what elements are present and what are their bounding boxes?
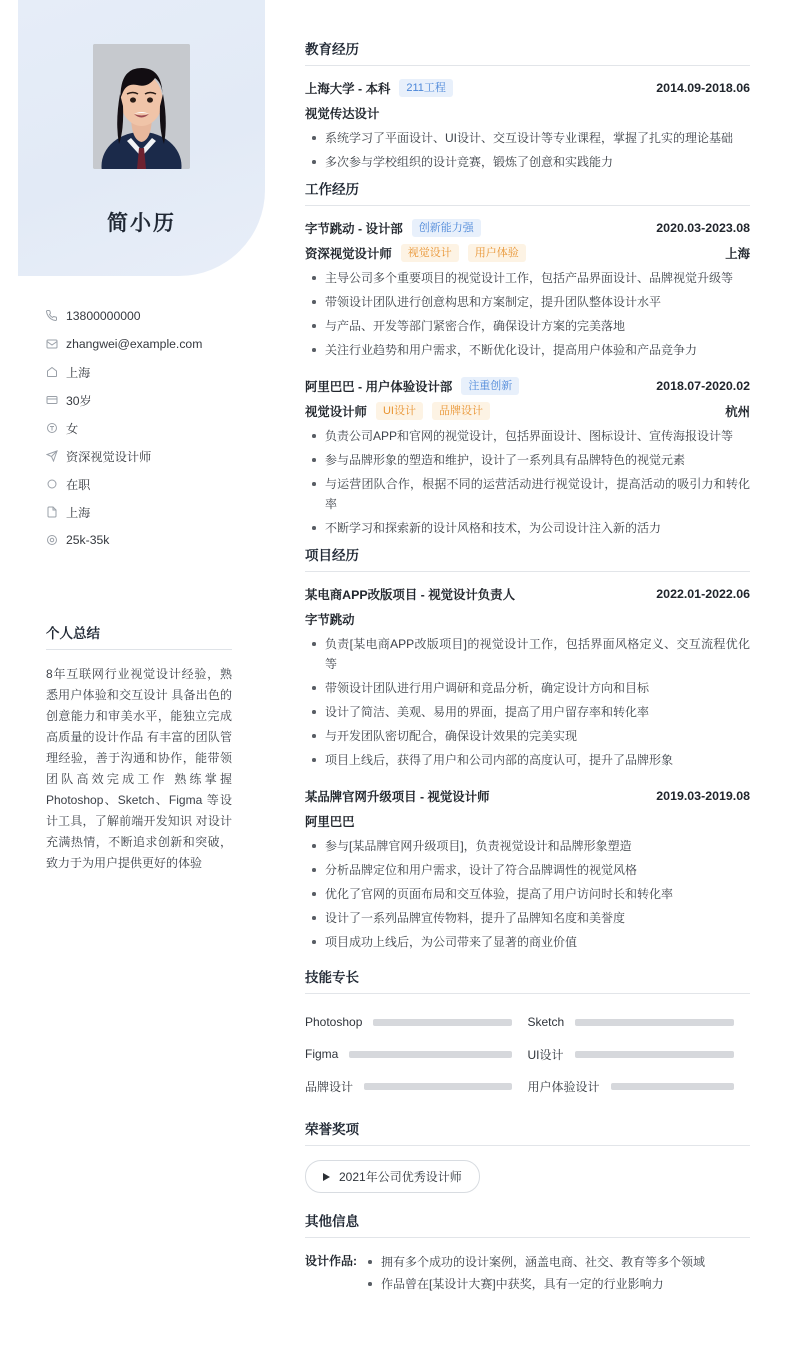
entry-tag: 视觉设计 — [401, 244, 459, 262]
skill-name: Figma — [305, 1047, 339, 1061]
entry-bullets — [305, 122, 750, 172]
entry-location: 上海 — [725, 247, 750, 261]
project-entry — [305, 572, 750, 770]
section-title: 工作经历 — [305, 182, 359, 197]
person-name: 简小历 — [107, 212, 176, 235]
bullet-item: 负责公司APP和官网的视觉设计，包括界面设计、图标设计、宣传海报设计等 — [305, 426, 750, 446]
work-entry — [305, 364, 750, 538]
skill-progress-track — [364, 1083, 511, 1090]
entry-title: 某电商APP改版项目 - 视觉设计负责人 — [305, 588, 515, 602]
skill-item — [528, 1006, 751, 1038]
entry-tag: UI设计 — [376, 402, 423, 420]
paper-plane-icon — [46, 450, 66, 462]
entry-bullets — [305, 830, 750, 952]
section-honors — [305, 1118, 750, 1193]
entry-role: 资深视觉设计师 — [305, 247, 392, 261]
bullet-item: 参与品牌形象的塑造和维护，设计了一系列具有品牌特色的视觉元素 — [305, 450, 750, 470]
contact-item-status — [46, 470, 261, 498]
skill-name: Photoshop — [305, 1015, 363, 1029]
bullet-item: 设计了一系列品牌宣传物料，提升了品牌知名度和美誉度 — [305, 908, 750, 928]
work-entry — [305, 206, 750, 360]
section-title: 项目经历 — [305, 548, 359, 563]
honors-list — [305, 1146, 750, 1193]
entry-date: 2019.03-2019.08 — [656, 789, 750, 803]
entry-bullets — [305, 262, 750, 360]
contact-value: 女 — [66, 421, 79, 436]
id-card-icon — [46, 394, 66, 406]
bullet-item: 分析品牌定位和用户需求，设计了符合品牌调性的视觉风格 — [305, 860, 750, 880]
contact-item-location — [46, 498, 261, 526]
section-title: 技能专长 — [305, 970, 359, 985]
skill-item — [305, 1006, 528, 1038]
section-skills — [305, 966, 750, 1102]
contact-value: 30岁 — [66, 393, 92, 408]
entry-major: 视觉传达设计 — [305, 107, 380, 121]
contact-list — [46, 302, 261, 554]
skill-item — [305, 1070, 528, 1102]
main-content — [265, 0, 794, 1354]
bullet-item: 项目成功上线后，为公司带来了显著的商业价值 — [305, 932, 750, 952]
skill-name: 品牌设计 — [305, 1079, 354, 1094]
entry-tag: 注重创新 — [461, 377, 519, 395]
bullet-item: 带领设计团队进行用户调研和竞品分析，确定设计方向和目标 — [305, 678, 750, 698]
contact-item-salary — [46, 526, 261, 554]
section-title: 荣誉奖项 — [305, 1122, 359, 1137]
entry-location: 杭州 — [725, 405, 750, 419]
entry-title: 某品牌官网升级项目 - 视觉设计师 — [305, 790, 490, 804]
entry-bullets — [305, 420, 750, 538]
contact-item-email — [46, 330, 261, 358]
skill-progress-track — [349, 1051, 511, 1058]
bullet-item: 负责[某电商APP改版项目]的视觉设计工作，包括界面风格定义、交互流程优化等 — [305, 634, 750, 674]
section-projects — [305, 544, 750, 952]
contact-value: 上海 — [66, 505, 91, 520]
gender-icon — [46, 422, 66, 434]
skill-progress-track — [611, 1083, 734, 1090]
other-info-bullets — [357, 1251, 705, 1295]
section-education — [305, 38, 750, 172]
entry-date: 2020.03-2023.08 — [656, 221, 750, 235]
bullet-item: 系统学习了平面设计、UI设计、交互设计等专业课程，掌握了扎实的理论基础 — [305, 128, 750, 148]
entry-tag: 用户体验 — [468, 244, 526, 262]
other-info-label: 设计作品: — [305, 1254, 357, 1268]
bullet-item: 与产品、开发等部门紧密合作，确保设计方案的完美落地 — [305, 316, 750, 336]
contact-value: zhangwei@example.com — [66, 337, 203, 351]
contact-item-age — [46, 386, 261, 414]
bullet-item: 关注行业趋势和用户需求，不断优化设计，提高用户体验和产品竞争力 — [305, 340, 750, 360]
contact-item-city — [46, 358, 261, 386]
skill-item — [528, 1070, 751, 1102]
entry-bullets — [305, 628, 750, 770]
home-icon — [46, 366, 66, 378]
entry-tag: 品牌设计 — [432, 402, 490, 420]
contact-value: 在职 — [66, 477, 91, 492]
entry-date: 2018.07-2020.02 — [656, 379, 750, 393]
avatar — [93, 44, 190, 169]
entry-company: 字节跳动 — [305, 613, 355, 627]
bullet-item: 拥有多个成功的设计案例，涵盖电商、社交、教育等多个领域 — [361, 1251, 705, 1273]
contact-item-phone — [46, 302, 261, 330]
section-work — [305, 178, 750, 538]
contact-value: 13800000000 — [66, 309, 141, 323]
skill-name: 用户体验设计 — [527, 1079, 600, 1094]
bullet-item: 与开发团队密切配合，确保设计效果的完美实现 — [305, 726, 750, 746]
play-triangle-icon — [323, 1173, 330, 1181]
bullet-item: 多次参与学校组织的设计竞赛，锻炼了创意和实践能力 — [305, 152, 750, 172]
section-other-info — [305, 1210, 750, 1295]
bullet-item: 不断学习和探索新的设计风格和技术，为公司设计注入新的活力 — [305, 518, 750, 538]
bullet-item: 带领设计团队进行创意构思和方案制定，提升团队整体设计水平 — [305, 292, 750, 312]
bullet-item: 参与[某品牌官网升级项目]，负责视觉设计和品牌形象塑造 — [305, 836, 750, 856]
contact-value: 资深视觉设计师 — [66, 449, 152, 464]
entry-title: 上海大学 - 本科 — [305, 82, 391, 96]
skill-name: UI设计 — [527, 1047, 564, 1062]
bullet-item: 与运营团队合作，根据不同的运营活动进行视觉设计，提高活动的吸引力和转化率 — [305, 474, 750, 514]
summary-text: 8年互联网行业视觉设计经验，熟悉用户体验和交互设计 具备出色的创意能力和审美水平，能独立完成高质量的设计作品 有丰富的团队管理经验，善于沟通和协作，能带领团队高效完成工作 熟练掌握 Photoshop、Sketch、Figma 等设计工具，了解前端开发知识 对设计充满热情，不断追求创新和突破，致力于为用户提供更好的体验 — [46, 667, 232, 870]
bullet-item: 作品曾在[某设计大赛]中获奖，具有一定的行业影响力 — [361, 1273, 705, 1295]
profile-header — [18, 0, 265, 276]
skill-progress-track — [373, 1019, 511, 1026]
bullet-item: 主导公司多个重要项目的视觉设计工作，包括产品界面设计、品牌视觉升级等 — [305, 268, 750, 288]
entry-date: 2022.01-2022.06 — [656, 587, 750, 601]
skill-name: Sketch — [527, 1015, 565, 1029]
phone-icon — [46, 310, 66, 322]
sidebar — [0, 0, 265, 1354]
section-title: 教育经历 — [305, 42, 359, 57]
honor-label: 2021年公司优秀设计师 — [339, 1170, 462, 1184]
entry-company: 字节跳动 - 设计部 — [305, 222, 403, 236]
divider — [46, 649, 232, 650]
skill-item — [305, 1038, 528, 1070]
envelope-icon — [46, 338, 66, 350]
honor-chip[interactable] — [305, 1160, 480, 1193]
project-entry — [305, 774, 750, 952]
target-icon — [46, 534, 66, 546]
other-info-row — [305, 1238, 750, 1295]
skill-item — [528, 1038, 751, 1070]
summary-title: 个人总结 — [46, 626, 100, 641]
entry-company: 阿里巴巴 — [305, 815, 355, 829]
personal-summary — [46, 622, 232, 874]
entry-company: 阿里巴巴 - 用户体验设计部 — [305, 380, 453, 394]
entry-date: 2014.09-2018.06 — [656, 81, 750, 95]
bullet-item: 设计了简洁、美观、易用的界面，提高了用户留存率和转化率 — [305, 702, 750, 722]
contact-value: 上海 — [66, 365, 91, 380]
bullet-item: 优化了官网的页面布局和交互体验，提高了用户访问时长和转化率 — [305, 884, 750, 904]
entry-tag: 创新能力强 — [412, 219, 481, 237]
skills-grid — [305, 994, 750, 1102]
skill-progress-track — [575, 1051, 734, 1058]
section-title: 其他信息 — [305, 1214, 359, 1229]
status-icon — [46, 478, 66, 490]
entry-role: 视觉设计师 — [305, 405, 367, 419]
bullet-item: 项目上线后，获得了用户和公司内部的高度认可，提升了品牌形象 — [305, 750, 750, 770]
education-entry — [305, 66, 750, 172]
contact-item-position — [46, 442, 261, 470]
document-icon — [46, 506, 66, 518]
skill-progress-track — [575, 1019, 734, 1026]
contact-value: 25k-35k — [66, 533, 110, 547]
entry-tag: 211工程 — [399, 79, 453, 97]
contact-item-gender — [46, 414, 261, 442]
